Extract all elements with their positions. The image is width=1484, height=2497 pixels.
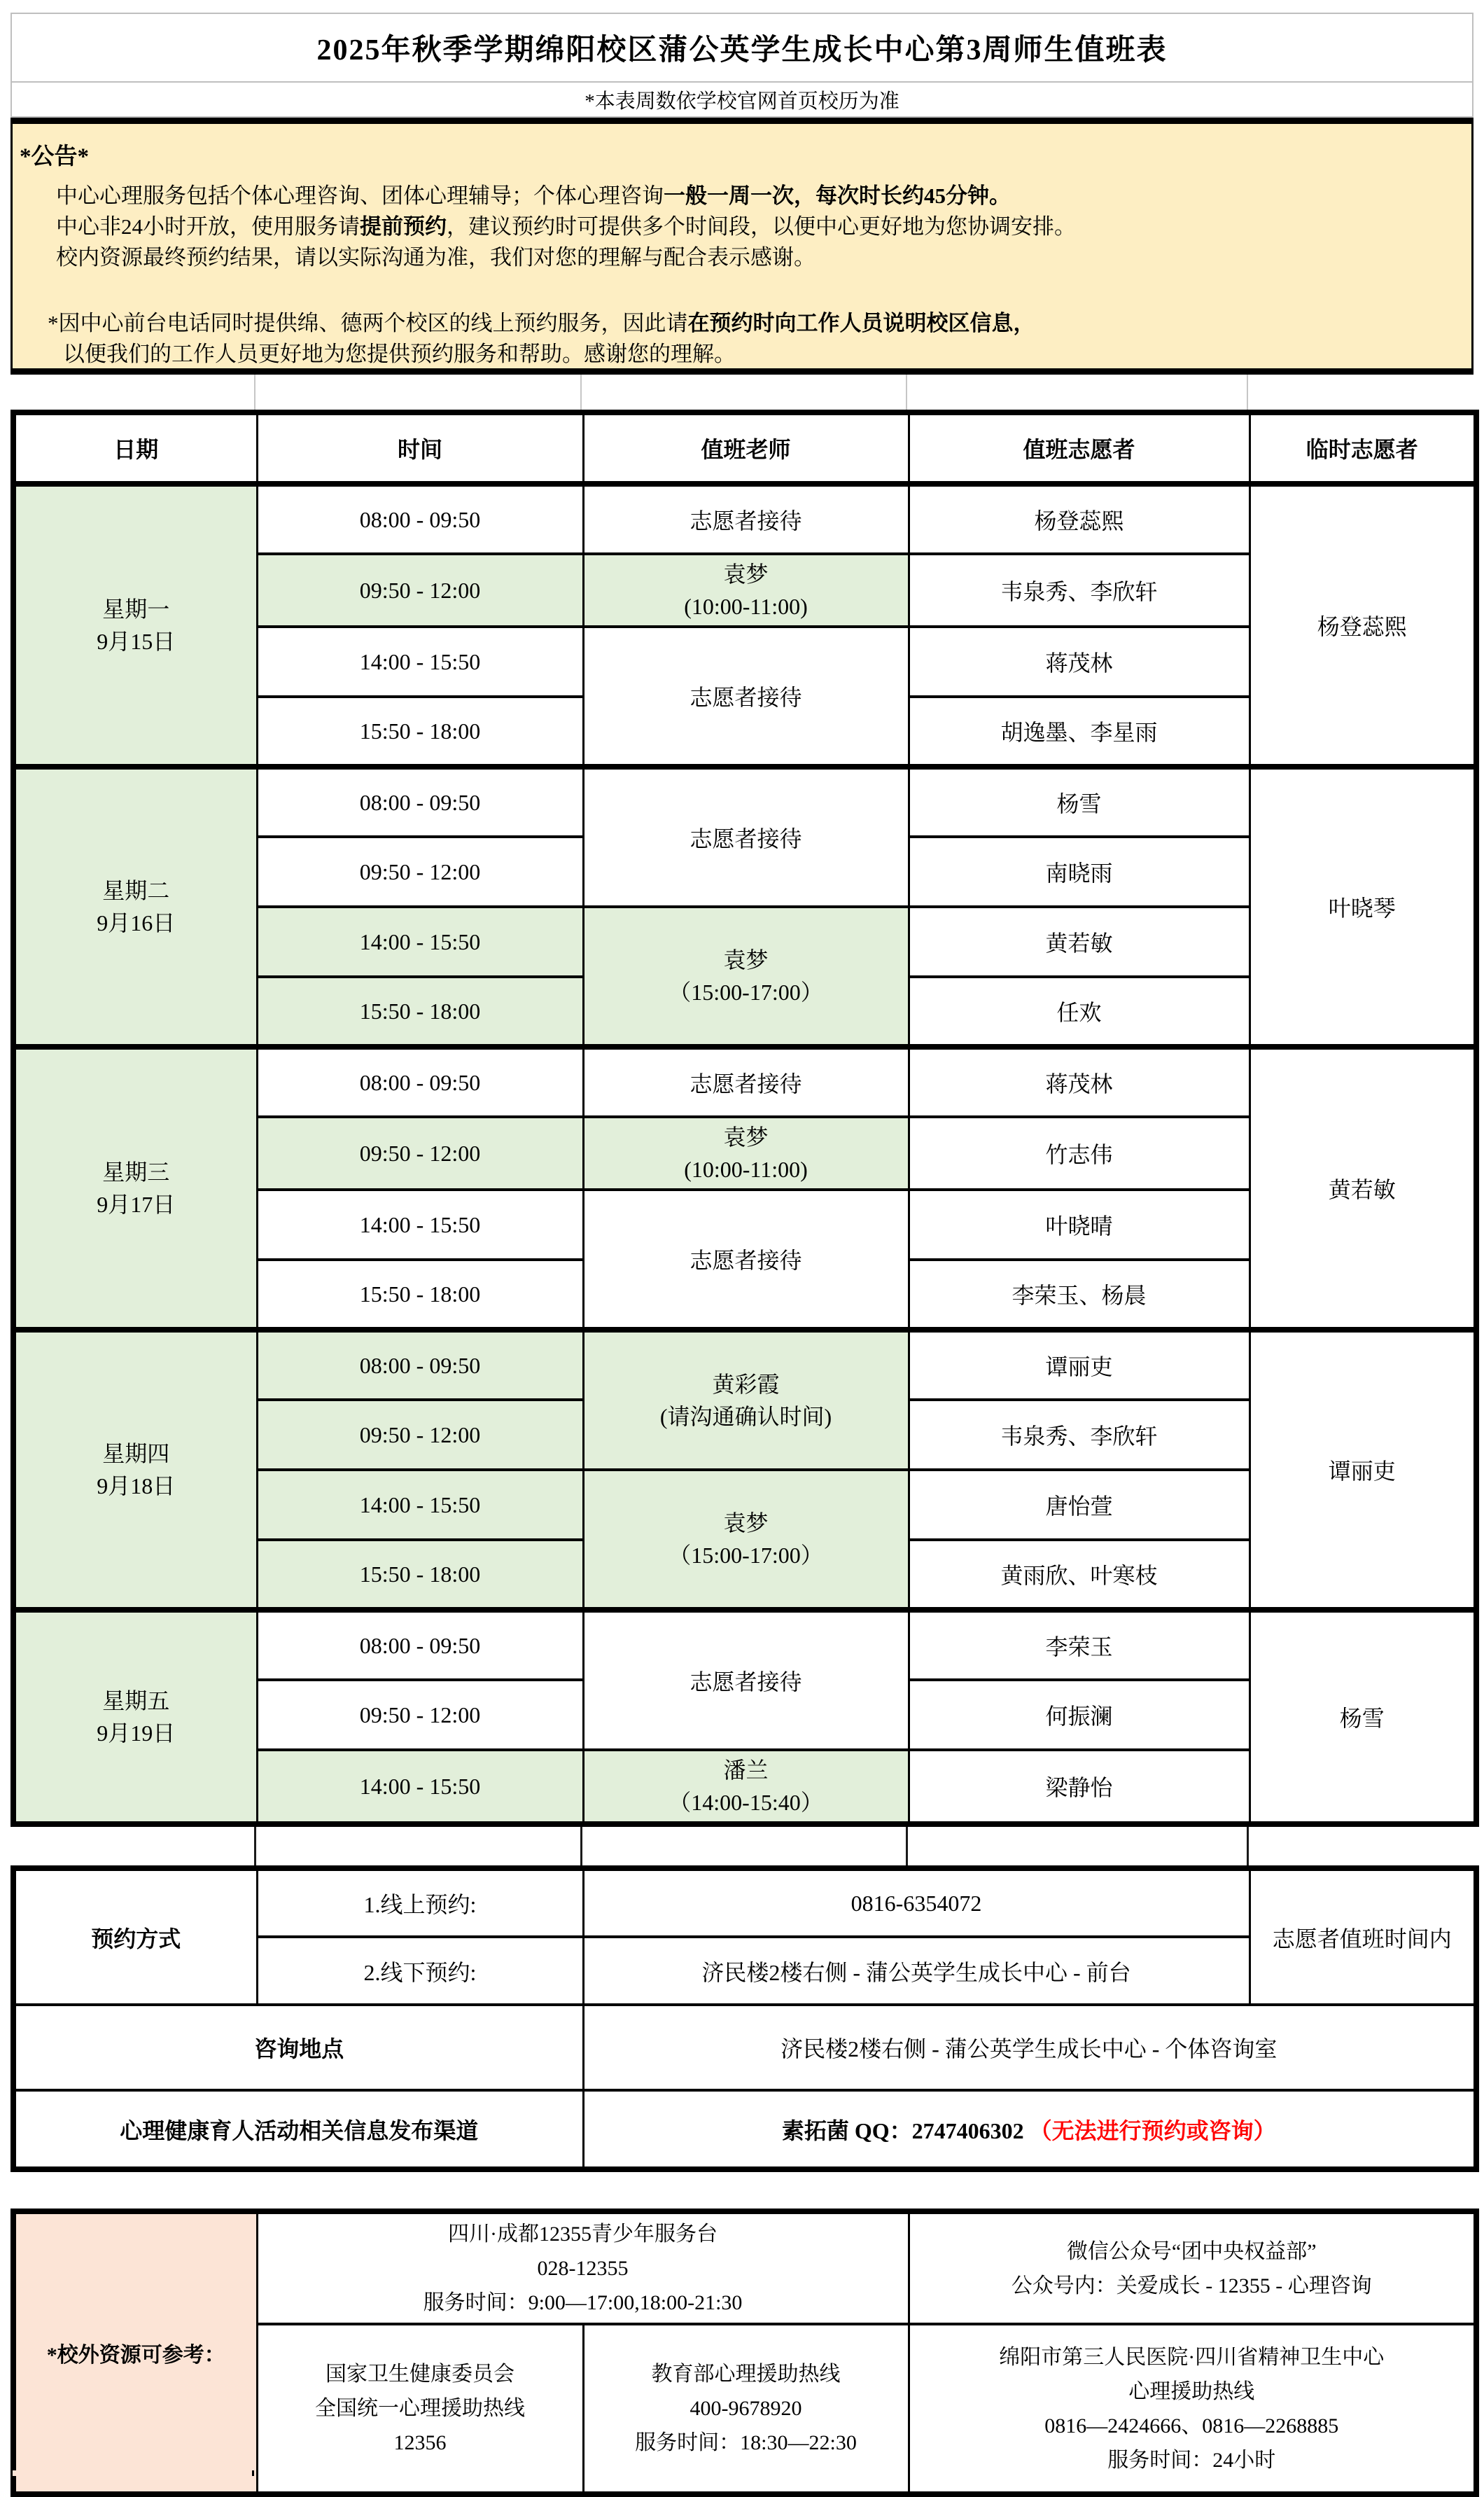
time-cell: 09:50 - 12:00 (257, 1400, 583, 1470)
duty-schedule-table (10, 410, 1479, 1827)
time-cell: 15:50 - 18:00 (257, 1260, 583, 1330)
notice-line-3: 校内资源最终预约结果，请以实际沟通为准，我们对您的理解与配合表示感谢。 (56, 245, 816, 270)
offline-booking-label: 2.线下预约: (257, 1937, 583, 2005)
teacher-cell: 志愿者接待 (583, 484, 909, 554)
grid-gap-row (10, 1827, 1474, 1865)
volunteer-cell: 李荣玉、杨晨 (909, 1260, 1250, 1330)
teacher-cell: 袁梦 （15:00-17:00） (583, 1470, 909, 1610)
resource-nhc-hotline: 国家卫生健康委员会 全国统一心理援助热线 12356 (257, 2324, 583, 2494)
offline-booking-location: 济民楼2楼右侧 - 蒲公英学生成长中心 - 前台 (583, 1937, 1250, 2005)
date-cell-tuesday: 星期二 9月16日 (13, 767, 257, 1047)
volunteer-cell: 唐怡萱 (909, 1470, 1250, 1540)
booking-info-table (10, 1865, 1479, 2172)
gridline (906, 1827, 908, 1865)
notice-line-1: 中心心理服务包括个体心理咨询、团体心理辅导；个体心理咨询一般一周一次，每次时长约45分钟。 (56, 183, 1011, 208)
online-booking-label: 1.线上预约: (257, 1868, 583, 1937)
teacher-cell: 黄彩霞 (请沟通确认时间) (583, 1330, 909, 1470)
gridline (1247, 375, 1248, 410)
header-teacher: 值班老师 (583, 412, 909, 484)
volunteer-cell: 梁静怡 (909, 1750, 1250, 1824)
date-cell-wednesday: 星期三 9月17日 (13, 1047, 257, 1330)
page-title: 2025年秋季学期绵阳校区蒲公英学生成长中心第3周师生值班表 (316, 34, 1168, 67)
volunteer-cell: 黄若敏 (909, 907, 1250, 977)
gridline (254, 1827, 256, 1865)
qq-warning-note: （无法进行预约或咨询） (1029, 2117, 1276, 2143)
teacher-cell: 袁梦 (10:00-11:00) (583, 554, 909, 627)
notice-line-4: *因中心前台电话同时提供绵、德两个校区的线上预约服务，因此请在预约时向工作人员说明校区信息， (48, 311, 1035, 335)
header-time: 时间 (257, 412, 583, 484)
time-cell: 14:00 - 15:50 (257, 1190, 583, 1260)
notice-line-2: 中心非24小时开放，使用服务请提前预约，建议预约时可提供多个时间段，以便中心更好地为您协调安排。 (56, 214, 1076, 239)
volunteer-cell: 黄雨欣、叶寒枝 (909, 1540, 1250, 1610)
temp-volunteer-cell: 黄若敏 (1250, 1047, 1476, 1330)
temp-volunteer-cell: 谭丽吏 (1250, 1330, 1476, 1610)
volunteer-cell: 韦泉秀、李欣轩 (909, 1400, 1250, 1470)
consult-location-value: 济民楼2楼右侧 - 蒲公英学生成长中心 - 个体咨询室 (583, 2005, 1476, 2090)
volunteer-cell: 何振澜 (909, 1680, 1250, 1750)
date-cell-friday: 星期五 9月19日 (13, 1610, 257, 1824)
volunteer-cell: 南晓雨 (909, 837, 1250, 907)
online-booking-phone: 0816-6354072 (583, 1868, 1250, 1937)
temp-volunteer-cell: 叶晓琴 (1250, 767, 1476, 1047)
grid-gap-row (10, 375, 1474, 410)
external-resources-table (10, 2209, 1479, 2497)
resource-moe-hotline: 教育部心理援助热线 400-9678920 服务时间：18:30—22:30 (583, 2324, 909, 2494)
spreadsheet (10, 13, 1474, 2497)
time-cell: 08:00 - 09:50 (257, 767, 583, 837)
consult-location-label: 咨询地点 (13, 2005, 583, 2090)
time-cell: 08:00 - 09:50 (257, 1047, 583, 1117)
volunteer-cell: 叶晓晴 (909, 1190, 1250, 1260)
volunteer-cell: 杨雪 (909, 767, 1250, 837)
notice-spacer (20, 273, 1455, 308)
gridline (580, 375, 582, 410)
time-cell: 14:00 - 15:50 (257, 1750, 583, 1824)
time-cell: 15:50 - 18:00 (257, 977, 583, 1047)
next-row-fragment (10, 2470, 254, 2476)
volunteer-cell: 蒋茂林 (909, 627, 1250, 697)
notice-block (10, 118, 1474, 375)
teacher-cell: 袁梦 (10:00-11:00) (583, 1117, 909, 1190)
header-volunteer: 值班志愿者 (909, 412, 1250, 484)
time-cell: 15:50 - 18:00 (257, 697, 583, 767)
external-resources-label: *校外资源可参考： (13, 2211, 257, 2494)
volunteer-cell: 杨登蕊熙 (909, 484, 1250, 554)
time-cell: 15:50 - 18:00 (257, 1540, 583, 1610)
time-cell: 09:50 - 12:00 (257, 1680, 583, 1750)
gridline (580, 1827, 582, 1865)
booking-method-label: 预约方式 (13, 1868, 257, 2005)
time-cell: 14:00 - 15:50 (257, 1470, 583, 1540)
gridline (254, 375, 255, 410)
volunteer-cell: 谭丽吏 (909, 1330, 1250, 1400)
title-row (10, 13, 1474, 83)
volunteer-cell: 蒋茂林 (909, 1047, 1250, 1117)
teacher-cell: 志愿者接待 (583, 767, 909, 907)
gridline (1247, 1827, 1249, 1865)
time-cell: 08:00 - 09:50 (257, 484, 583, 554)
qq-contact: 素拓菌 QQ：2747406302 (781, 2117, 1024, 2143)
volunteer-cell: 胡逸墨、李星雨 (909, 697, 1250, 767)
header-temp-volunteer: 临时志愿者 (1250, 412, 1476, 484)
volunteer-cell: 韦泉秀、李欣轩 (909, 554, 1250, 627)
teacher-cell: 志愿者接待 (583, 1047, 909, 1117)
volunteer-cell: 任欢 (909, 977, 1250, 1047)
header-date: 日期 (13, 412, 257, 484)
notice-heading: *公告* (20, 144, 89, 169)
date-cell-monday: 星期一 9月15日 (13, 484, 257, 767)
temp-volunteer-cell: 杨登蕊熙 (1250, 484, 1476, 767)
volunteer-cell: 李荣玉 (909, 1610, 1250, 1680)
resource-hospital-hotline: 绵阳市第三人民医院·四川省精神卫生中心 心理援助热线 0816—2424666、0816—2268885 服务时间：24小时 (909, 2324, 1476, 2494)
time-cell: 09:50 - 12:00 (257, 837, 583, 907)
temp-volunteer-cell: 杨雪 (1250, 1610, 1476, 1824)
resource-12355-hotline: 四川·成都12355青少年服务台 028-12355 服务时间：9:00—17:00,18:00-21:30 (257, 2211, 909, 2324)
gridline (906, 375, 907, 410)
info-channel-value (583, 2090, 1476, 2169)
time-cell: 09:50 - 12:00 (257, 554, 583, 627)
subtitle-row (10, 83, 1474, 118)
time-cell: 14:00 - 15:50 (257, 627, 583, 697)
teacher-cell: 志愿者接待 (583, 1610, 909, 1750)
teacher-cell: 袁梦 （15:00-17:00） (583, 907, 909, 1047)
time-cell: 08:00 - 09:50 (257, 1330, 583, 1400)
teacher-cell: 志愿者接待 (583, 1190, 909, 1330)
resource-wechat-account: 微信公众号“团中央权益部” 公众号内：关爱成长 - 12355 - 心理咨询 (909, 2211, 1476, 2324)
time-cell: 08:00 - 09:50 (257, 1610, 583, 1680)
grid-gap-row (10, 2172, 1474, 2209)
booking-availability: 志愿者值班时间内 (1250, 1868, 1476, 2005)
time-cell: 09:50 - 12:00 (257, 1117, 583, 1190)
page-subtitle: *本表周数依学校官网首页校历为准 (584, 90, 899, 113)
volunteer-cell: 竹志伟 (909, 1117, 1250, 1190)
info-channel-label: 心理健康育人活动相关信息发布渠道 (13, 2090, 583, 2169)
teacher-cell: 志愿者接待 (583, 627, 909, 767)
date-cell-thursday: 星期四 9月18日 (13, 1330, 257, 1610)
notice-line-5: 以便我们的工作人员更好地为您提供预约服务和帮助。感谢您的理解。 (63, 342, 736, 366)
teacher-cell: 潘兰 （14:00-15:40） (583, 1750, 909, 1824)
time-cell: 14:00 - 15:50 (257, 907, 583, 977)
